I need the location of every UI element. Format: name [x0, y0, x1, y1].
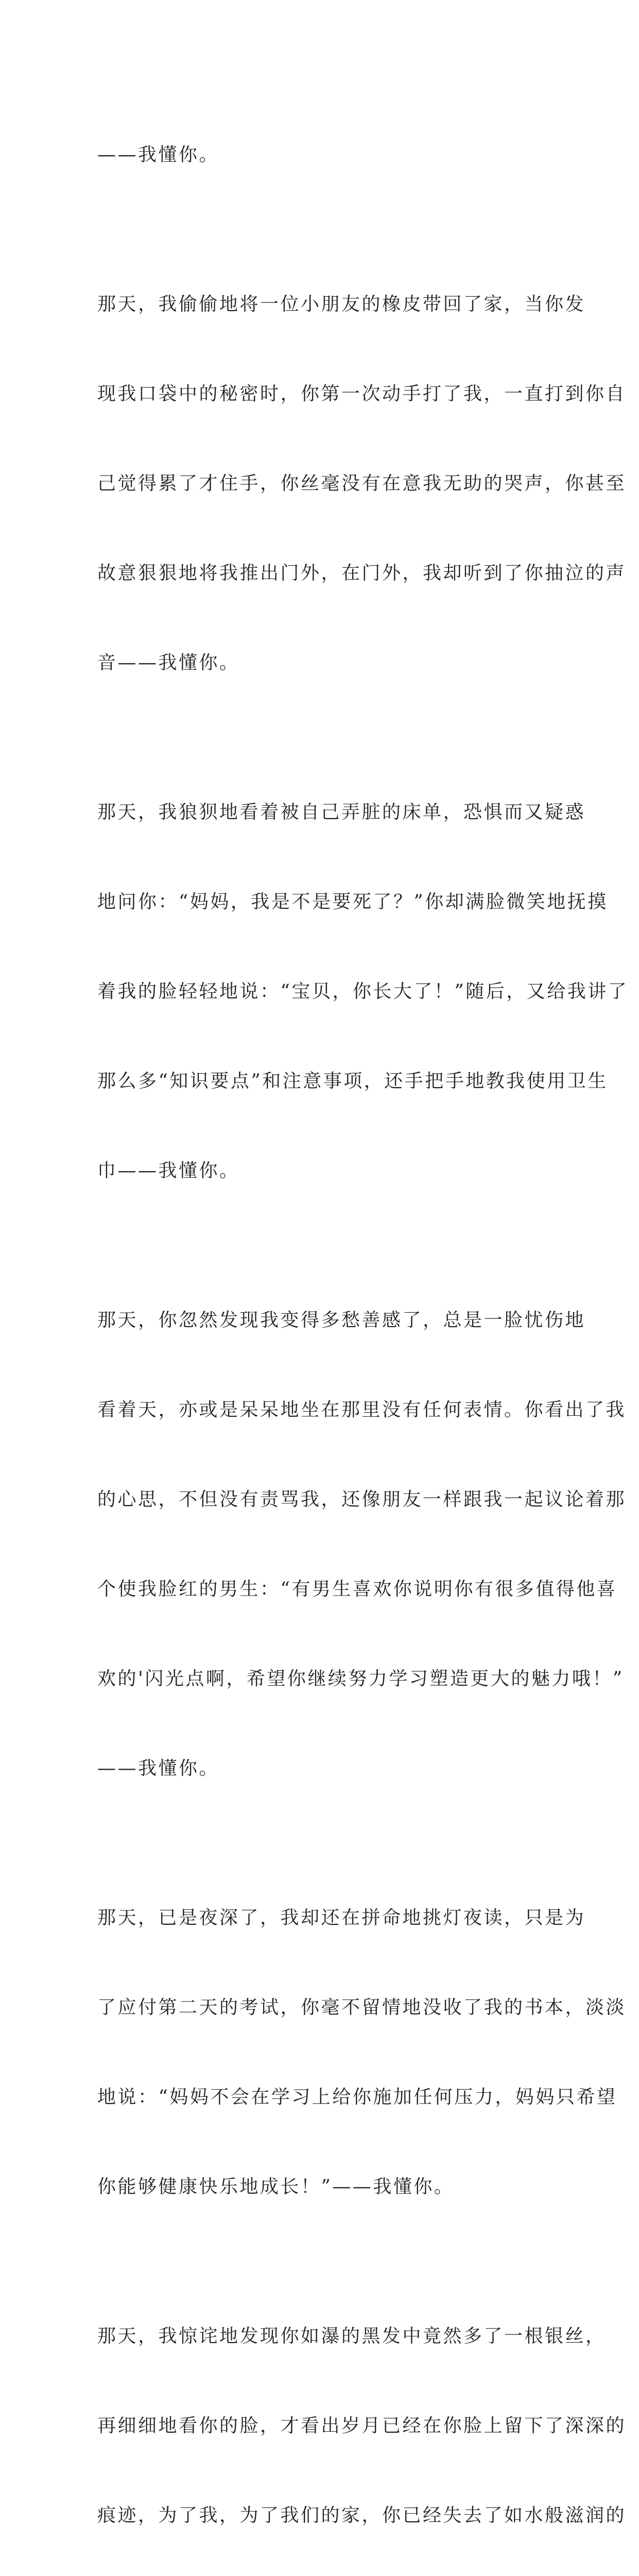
text-line: 那天，我偷偷地将一位小朋友的橡皮带回了家，当你发: [97, 294, 586, 315]
text-line: ——我懂你。: [97, 144, 220, 165]
text-line: 音——我懂你。: [97, 652, 240, 673]
text-line: 那天，已是夜深了，我却还在拼命地挑灯夜读，只是为: [97, 1907, 586, 1928]
text-line: 故意狠狠地将我推出门外，在门外，我却听到了你抽泣的声: [97, 563, 627, 584]
paragraph-6: [97, 2262, 627, 2576]
paragraph-1: [97, 80, 546, 230]
paragraph-3: [97, 738, 629, 1246]
text-line: 那天，我狼狈地看着被自己弄脏的床单，恐惧而又疑惑: [97, 802, 586, 823]
paragraph-5: [97, 1843, 627, 2262]
text-line: 那天，我惊诧地发现你如瀑的黑发中竟然多了一根银丝，: [97, 2326, 606, 2347]
text-line: 了应付第二天的考试，你毫不留情地没收了我的书本，淡淡: [97, 1997, 627, 2018]
text-line: 己觉得累了才住手，你丝毫没有在意我无助的哭声，你甚至: [97, 473, 627, 494]
text-line: 地问你：“妈妈，我是不是要死了？”你却满脸微笑地抚摸: [97, 891, 608, 912]
text-line: 个使我脸红的男生：“有男生喜欢你说明你有很多值得他喜: [97, 1579, 617, 1600]
body-text: [97, 80, 629, 2576]
text-line: 巾——我懂你。: [97, 1160, 240, 1181]
text-line: ——我懂你。: [97, 1758, 220, 1779]
text-line: 痕迹，为了我，为了我们的家，你已经失去了如水般滋润的: [97, 2505, 627, 2526]
text-line: 现我口袋中的秘密时，你第一次动手打了我，一直打到你自: [97, 383, 627, 404]
text-line: 你能够健康快乐地成长！”——我懂你。: [97, 2176, 455, 2197]
text-line: 的心思，不但没有责骂我，还像朋友一样跟我一起议论着那: [97, 1489, 627, 1510]
text-line: 再细细地看你的脸，才看出岁月已经在你脸上留下了深深的: [97, 2415, 627, 2436]
text-line: 看着天，亦或是呆呆地坐在那里没有任何表情。你看出了我: [97, 1399, 627, 1420]
paragraph-2: [97, 230, 627, 738]
text-line: 地说：“妈妈不会在学习上给你施加任何压力，妈妈只希望: [97, 2087, 617, 2108]
text-line: 欢的'闪光点啊，希望你继续努力学习塑造更大的魅力哦！”: [97, 1668, 624, 1689]
text-line: 那天，你忽然发现我变得多愁善感了，总是一脸忧伤地: [97, 1310, 586, 1331]
paragraph-4: [97, 1246, 627, 1843]
text-line: 着我的脸轻轻地说：“宝贝，你长大了！”随后，又给我讲了: [97, 981, 629, 1002]
text-line: 那么多“知识要点”和注意事项，还手把手地教我使用卫生: [97, 1071, 608, 1092]
